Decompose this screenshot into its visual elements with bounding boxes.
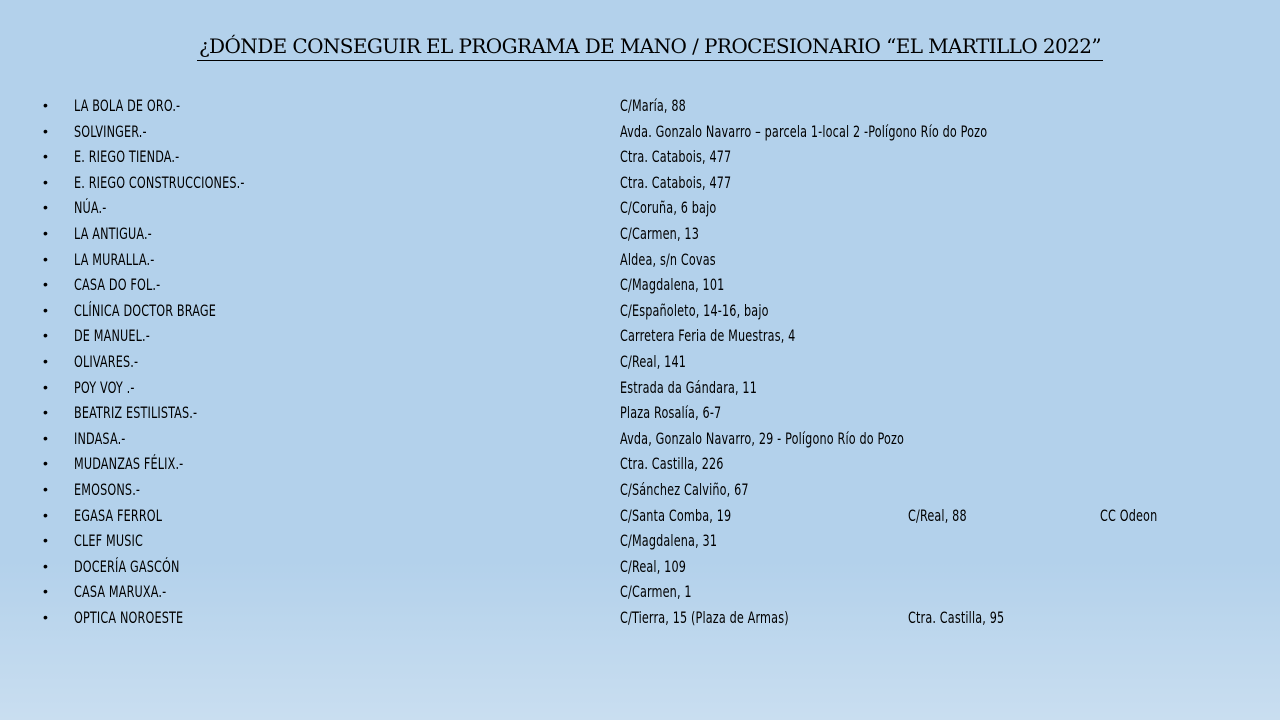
- store-name: EMOSONS.-: [74, 479, 141, 499]
- bullet-icon: •: [43, 608, 49, 625]
- store-address: C/Real, 88: [908, 505, 967, 525]
- store-name: LA ANTIGUA.-: [74, 223, 152, 243]
- list-item: [0, 503, 1280, 529]
- bullet-icon: •: [43, 583, 49, 600]
- store-name: CASA DO FOL.-: [74, 275, 161, 295]
- list-item: [0, 528, 1280, 554]
- store-address: C/Carmen, 13: [620, 223, 699, 243]
- list-item: [0, 426, 1280, 452]
- store-address: Plaza Rosalía, 6-7: [620, 403, 722, 423]
- store-address: C/Real, 141: [620, 351, 687, 371]
- store-address: C/Magdalena, 31: [620, 531, 718, 551]
- store-address: Ctra. Catabois, 477: [620, 147, 732, 167]
- bullet-icon: •: [43, 250, 49, 267]
- store-address: Ctra. Castilla, 95: [908, 607, 1005, 627]
- store-name: OPTICA NOROESTE: [74, 607, 184, 627]
- store-address: Estrada da Gándara, 11: [620, 377, 758, 397]
- store-address: Avda, Gonzalo Navarro, 29 - Polígono Río do Pozo: [620, 428, 905, 448]
- bullet-icon: •: [43, 378, 49, 395]
- store-list: [0, 93, 1280, 630]
- bullet-icon: •: [43, 429, 49, 446]
- bullet-icon: •: [43, 557, 49, 574]
- bullet-icon: •: [43, 352, 49, 369]
- bullet-icon: •: [43, 199, 49, 216]
- bullet-icon: •: [43, 148, 49, 165]
- list-item: [0, 451, 1280, 477]
- store-name: E. RIEGO CONSTRUCCIONES.-: [74, 172, 245, 192]
- bullet-icon: •: [43, 404, 49, 421]
- bullet-icon: •: [43, 327, 49, 344]
- list-item: [0, 93, 1280, 119]
- list-item: [0, 221, 1280, 247]
- store-address: C/Coruña, 6 bajo: [620, 198, 717, 218]
- list-item: [0, 477, 1280, 503]
- list-item: [0, 144, 1280, 170]
- store-address: Ctra. Catabois, 477: [620, 172, 732, 192]
- store-name: EGASA FERROL: [74, 505, 163, 525]
- page-title-text: ¿DÓNDE CONSEGUIR EL PROGRAMA DE MANO / PROCESIONARIO “EL MARTILLO 2022”: [197, 33, 1103, 61]
- page-title: [0, 32, 1280, 61]
- list-item: [0, 400, 1280, 426]
- list-item: [0, 170, 1280, 196]
- store-address: Aldea, s/n Covas: [620, 249, 716, 269]
- bullet-icon: •: [43, 224, 49, 241]
- bullet-icon: •: [43, 122, 49, 139]
- store-address: Avda. Gonzalo Navarro – parcela 1-local 2 -Polígono Río do Pozo: [620, 121, 988, 141]
- store-name: NÚA.-: [74, 198, 107, 218]
- store-address: C/Magdalena, 101: [620, 275, 725, 295]
- store-address: Ctra. Castilla, 226: [620, 454, 724, 474]
- list-item: [0, 579, 1280, 605]
- bullet-icon: •: [43, 276, 49, 293]
- store-address: Carretera Feria de Muestras, 4: [620, 326, 796, 346]
- list-item: [0, 298, 1280, 324]
- store-address: C/Real, 109: [620, 556, 687, 576]
- list-item: [0, 554, 1280, 580]
- store-address: C/Tierra, 15 (Plaza de Armas): [620, 607, 789, 627]
- store-name: SOLVINGER.-: [74, 121, 147, 141]
- list-item: [0, 119, 1280, 145]
- store-name: CASA MARUXA.-: [74, 582, 167, 602]
- list-item: [0, 195, 1280, 221]
- bullet-icon: •: [43, 532, 49, 549]
- list-item: [0, 272, 1280, 298]
- store-name: POY VOY .-: [74, 377, 135, 397]
- store-name: DOCERÍA GASCÓN: [74, 556, 180, 576]
- store-name: LA BOLA DE ORO.-: [74, 96, 181, 115]
- store-name: CLÍNICA DOCTOR BRAGE: [74, 300, 216, 320]
- bullet-icon: •: [43, 455, 49, 472]
- store-address: CC Odeon: [1100, 505, 1158, 525]
- bullet-icon: •: [43, 480, 49, 497]
- list-item: [0, 247, 1280, 273]
- store-address: C/Sánchez Calviño, 67: [620, 479, 749, 499]
- store-name: MUDANZAS FÉLIX.-: [74, 454, 184, 474]
- bullet-icon: •: [43, 506, 49, 523]
- store-name: E. RIEGO TIENDA.-: [74, 147, 180, 167]
- store-name: DE MANUEL.-: [74, 326, 150, 346]
- store-address: C/Españoleto, 14-16, bajo: [620, 300, 769, 320]
- bullet-icon: •: [43, 97, 49, 113]
- store-address: C/Santa Comba, 19: [620, 505, 732, 525]
- store-address: C/Carmen, 1: [620, 582, 692, 602]
- list-item: [0, 605, 1280, 631]
- store-name: BEATRIZ ESTILISTAS.-: [74, 403, 198, 423]
- store-address: C/María, 88: [620, 96, 686, 115]
- store-name: INDASA.-: [74, 428, 126, 448]
- store-name: CLEF MUSIC: [74, 531, 143, 551]
- list-item: [0, 375, 1280, 401]
- list-item: [0, 323, 1280, 349]
- list-item: [0, 349, 1280, 375]
- bullet-icon: •: [43, 301, 49, 318]
- bullet-icon: •: [43, 173, 49, 190]
- store-name: LA MURALLA.-: [74, 249, 155, 269]
- store-name: OLIVARES.-: [74, 351, 139, 371]
